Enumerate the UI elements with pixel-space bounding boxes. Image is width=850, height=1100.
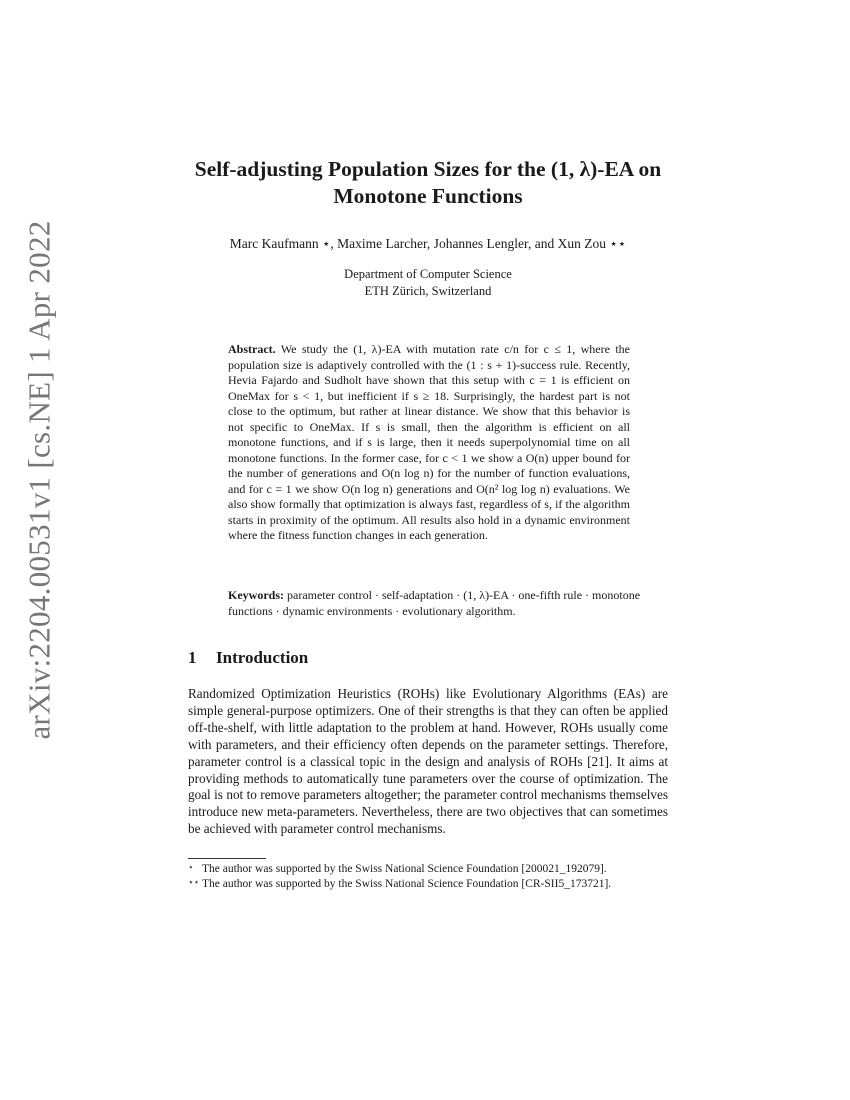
arxiv-identifier (14, 220, 66, 740)
footnote-mark: ⋆⋆ (188, 877, 200, 887)
footnote-item (188, 877, 668, 892)
section-heading (188, 648, 668, 668)
section-body: Randomized Optimization Heuristics (ROHs) like Evolutionary Algorithms (EAs) are simple general-purpose optimizers. One of their strengths is that they can often be applied off-the-shelf, with little adaptation to the problem at hand. However, ROHs usually come with parameters, and their efficiency often depends on the parameter settings. Therefore, parameter control is a classical topic in the design and analysis of ROHs [21]. It aims at providing methods to automatically tune parameters over the course of optimization. The goal is not to remove parameters altogether; the parameter control mechanisms themselves introduce new meta-parameters. Nevertheless, there are two objectives that can sometimes be achieved with parameter control mechanisms. (188, 686, 668, 837)
footnote-text: The author was supported by the Swiss National Science Foundation [CR-SII5_173721]. (202, 878, 612, 890)
abstract-text: We study the (1, λ)-EA with mutation rate c/n for c ≤ 1, where the population size is adaptively controlled with the (1 : s + 1)-success rule. Recently, Hevia Fajardo and Sudholt have shown that this setup with c = 1 is efficient on OneMax for s < 1, but inefficient if s ≥ 18. Surprisingly, the hardest part is not close to the optimum, but rather at linear distance. We show that this behavior is not specific to OneMax. If s is small, then the algorithm is efficient on all monotone functions, and if s is large, then it needs superpolynomial time on all monotone functions. In the former case, for c < 1 we show a O(n) upper bound for the number of generations and O(n log n) for the number of function evaluations, and for c = 1 we show O(n log n) generations and O(n² log log n) evaluations. We also show formally that optimization is always fast, regardless of s, if the algorithm starts in proximity of the optimum. All results also hold in a dynamic environment where the fitness function changes in each generation. (228, 342, 630, 542)
affiliation-department: Department of Computer Science (344, 267, 512, 281)
footnote-text: The author was supported by the Swiss National Science Foundation [200021_192079]. (202, 863, 607, 875)
arxiv-identifier-text: arXiv:2204.00531v1 [cs.NE] 1 Apr 2022 (22, 220, 57, 740)
paper-title: Self-adjusting Population Sizes for the (1, λ)-EA on Monotone Functions (194, 157, 662, 208)
author-list: Marc Kaufmann ⋆, Maxime Larcher, Johannes Lengler, and Xun Zou ⋆⋆ (229, 236, 627, 251)
footnote-rule (188, 858, 266, 859)
footnote-mark: ⋆ (188, 862, 194, 872)
keywords-label: Keywords: (228, 588, 284, 602)
keywords-text: parameter control · self-adaptation · (1, λ)-EA · one-fifth rule · monotone functions · dynamic environments · evolutionary algorithm. (228, 588, 641, 618)
abstract (228, 342, 630, 544)
abstract-label: Abstract. (228, 342, 276, 356)
affiliation (160, 266, 696, 300)
affiliation-institution: ETH Zürich, Switzerland (364, 284, 492, 298)
footnotes (188, 862, 668, 892)
footnote-item (188, 862, 668, 877)
keywords (228, 588, 640, 619)
section-title: Introduction (216, 648, 309, 667)
section-number: 1 (188, 648, 197, 667)
